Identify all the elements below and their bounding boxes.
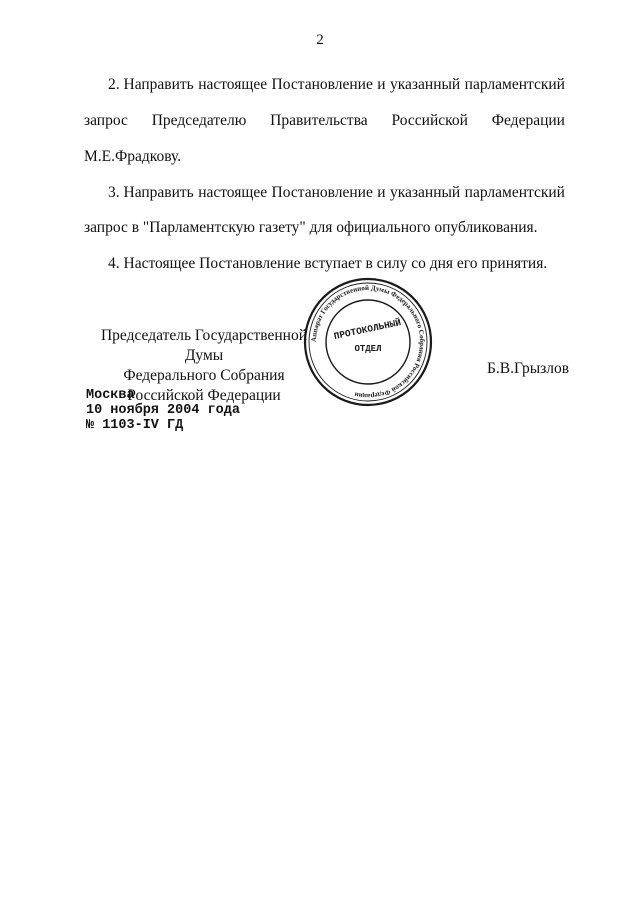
- paragraph-2-line-3: М.Е.Фрадкову.: [84, 148, 182, 165]
- word: Председателю: [151, 112, 247, 129]
- word: указанный: [390, 76, 461, 93]
- word: Российской: [391, 112, 468, 129]
- word: 3. Направить: [108, 184, 194, 201]
- word: запрос: [84, 112, 128, 129]
- seal-center-top-text: ПРОТОКОЛЬНЫЙ: [332, 317, 403, 343]
- word: 2. Направить: [108, 76, 194, 93]
- signatory-name: Б.В.Грызлов: [487, 360, 570, 377]
- word: Постановление: [271, 76, 373, 93]
- seal-inner-ring: [309, 283, 427, 401]
- paragraph-3-line-2: запрос в "Парламентскую газету" для официального опубликования.: [84, 219, 538, 236]
- date: 10 ноября 2004 года: [86, 403, 240, 418]
- word: настоящее: [198, 76, 268, 93]
- word: и: [377, 184, 386, 201]
- seal-outer-text: Аппарат Государственной Думы Федерального Собрания Российской Федерации: [309, 283, 427, 401]
- seal-center-bottom-text: ОТДЕЛ: [354, 344, 382, 354]
- paragraph-4: 4. Настоящее Постановление вступает в силу со дня его принятия.: [108, 255, 548, 272]
- signature-title-line-1: Председатель Государственной Думы: [100, 327, 308, 364]
- word: Федерации: [491, 112, 565, 129]
- signature-title-line-3: Российской Федерации: [127, 387, 281, 404]
- document-footer: [86, 388, 240, 433]
- seal-center-ring: [326, 300, 410, 384]
- word: Правительства: [270, 112, 368, 129]
- page-number: 2: [316, 32, 324, 48]
- signature-title-line-2: Федерального Собрания: [123, 367, 285, 384]
- paragraph-2-line-2: [84, 113, 565, 129]
- word: и: [377, 76, 386, 93]
- document-number: № 1103-IV ГД: [86, 418, 184, 433]
- word: парламентский: [464, 184, 565, 201]
- city: Москва: [86, 388, 135, 403]
- paragraph-2-line-1: [84, 77, 565, 93]
- word: настоящее: [198, 184, 268, 201]
- paragraph-3-line-1: [84, 185, 565, 201]
- word: парламентский: [464, 76, 565, 93]
- word: указанный: [390, 184, 461, 201]
- word: Постановление: [271, 184, 373, 201]
